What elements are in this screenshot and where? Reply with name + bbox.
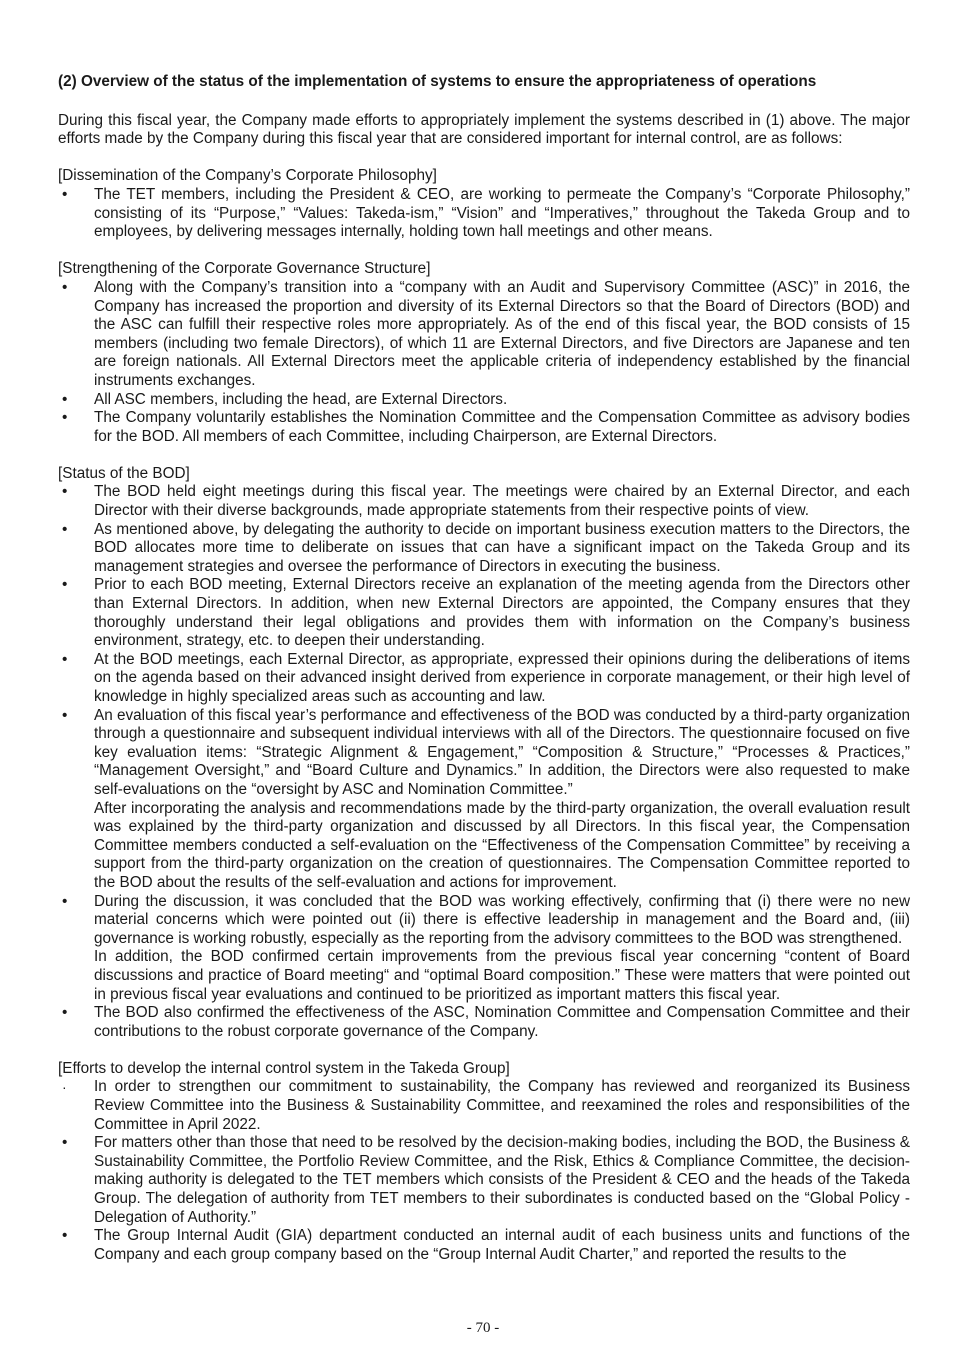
list-item-text: In addition, the BOD confirmed certain improvements from the previous fiscal year concerning “content of Board discussions and practice of Board meeting“ and “optimal Board composition.” These were matters that were pointed out in previous fiscal year evaluations and continued to be prioritized as important matters this fiscal year. (94, 948, 910, 1003)
list-item-text: For matters other than those that need to be resolved by the decision-making bodies, including the BOD, the Business & Sustainability Committee, the Portfolio Review Committee, and the Risk, Ethics & Compliance Committee, the decision-making authority is delegated to the TET members which consists of the President & CEO and the heads of the Takeda Group. The delegation of authority from TET members to their subordinates is conducted based on the “Global Policy - Delegation of Authority.” (94, 1134, 910, 1226)
list-item-body (94, 186, 910, 242)
list-item-text: The BOD held eight meetings during this fiscal year. The meetings were chaired by an External Director, and each Director with their diverse backgrounds, made appropriate statements from their respective points of view. (94, 483, 910, 520)
list-item-body (94, 651, 910, 707)
list-item-text: The TET members, including the President & CEO, are working to permeate the Company’s “Corporate Philosophy,” consisting of its “Purpose,” “Values: Takeda-ism,” “Vision” and “Imperatives,” throughout the Takeda Group and to employees, by delivering messages internally, holding town hall meetings and other means. (94, 185, 910, 241)
list-item-body (94, 483, 910, 520)
list-item-body (94, 279, 910, 391)
section-internal-control (58, 1060, 910, 1265)
list-item (58, 893, 910, 1005)
list-item-text: At the BOD meetings, each External Director, as appropriate, expressed their opinions during the deliberations of items on the agenda based on their advanced insight derived from experience in corporate management, or their high level of knowledge in highly specialized areas such as accounting and law. (94, 650, 910, 705)
list-item-body (94, 1134, 910, 1227)
list-item-text: Prior to each BOD meeting, External Directors receive an explanation of the meeting agenda from the Directors other than External Directors. In addition, when new External Directors are appointed, the Company ensures that they thoroughly understand their legal obligations and provides them with information on the Company’s business environment, strategy, etc. to deepen their understanding. (94, 576, 910, 650)
section-title: [Status of the BOD] (58, 464, 190, 482)
list-item (58, 521, 910, 577)
bullet-icon: • (62, 1227, 68, 1245)
list-item (58, 651, 910, 707)
bullet-icon: • (62, 576, 68, 594)
list-item (58, 186, 910, 242)
list-item-text: After incorporating the analysis and recommendations made by the third-party organization, the overall evaluation result was explained by the third-party organization and discussed by all Directors. In this fiscal year, the Compensation Committee members conducted a self-evaluation on the “Effectiveness of the Compensation Committee” by receiving a support from the third-party organization on the creation of questionnaires. The Compensation Committee reported to the BOD about the results of the self-evaluation and actions for improvement. (94, 799, 910, 891)
list-item-text: In order to strengthen our commitment to sustainability, the Company has reviewed and reorganized its Business Review Committee into the Business & Sustainability Committee, and reexamined the roles and responsibilities of the Committee in April 2022. (94, 1078, 910, 1133)
list-item-text: During the discussion, it was concluded that the BOD was working effectively, confirming that (i) there were no new material concerns which were pointed out (ii) there is effective leadership in management and the Board and, (iii) governance is working robustly, especially as the reporting from the advisory committees to the BOD was strengthened. (94, 892, 910, 947)
list-item-body (94, 1004, 910, 1041)
bullet-icon: • (62, 892, 68, 910)
bullet-icon: • (62, 706, 68, 724)
list-item (58, 483, 910, 520)
list-item-text: Along with the Company’s transition into a “company with an Audit and Supervisory Committee (ASC)” in 2016, the Company has increased the proportion and diversity of its External Directors so that the Board of Directors (BOD) and the ASC can fulfill their respective roles more appropriately. As of the end of this fiscal year, the BOD consists of 15 members (including two female Directors), of which 11 are External Directors, and five Directors are Japanese and ten are foreign nationals. All External Directors meet the applicable criteria of independency established by the financial instruments exchanges. (94, 278, 910, 389)
bullet-icon: • (62, 1134, 68, 1152)
list-item-text: As mentioned above, by delegating the authority to decide on important business execution matters to the Directors, the BOD allocates more time to deliberate on issues that can have a significant impact on the Takeda Group and its management strategies and oversee the performance of Directors in executing the business. (94, 520, 910, 575)
bullet-icon: • (62, 409, 68, 427)
section-dissemination (58, 167, 910, 241)
list-item-body (94, 707, 910, 893)
list-item-body (94, 1078, 910, 1134)
list-item-text: An evaluation of this fiscal year’s performance and effectiveness of the BOD was conducted by a third-party organization through a questionnaire and subsequent individual interviews with all of the Directors. The questionnaire focused on five key evaluation items: “Strategic Alignment & Engagement,” “Composition & Structure,” “Processes & Practices,” “Management Oversight,” and “Board Culture and Dynamics.” In addition, the Directors were also requested to make self-evaluations on the “oversight by ASC and Nomination Committee.” (94, 706, 910, 798)
bullet-icon: • (62, 185, 68, 203)
list-item (58, 707, 910, 893)
section-title: [Strengthening of the Corporate Governance Structure] (58, 260, 431, 278)
list-item-body (94, 1227, 910, 1264)
section-governance-structure (58, 260, 910, 446)
list-item (58, 1134, 910, 1227)
list-item-body (94, 893, 910, 1005)
bullet-icon: • (62, 278, 68, 296)
bullet-icon: • (62, 1004, 68, 1022)
page-number: - 70 - (466, 1320, 500, 1337)
list-item-body (94, 521, 910, 577)
list-item-text: The Company voluntarily establishes the Nomination Committee and the Compensation Committee as advisory bodies for the BOD. All members of each Committee, including Chairperson, are External Directors. (94, 409, 910, 445)
bullet-icon: • (62, 483, 68, 501)
page-heading: (2) Overview of the status of the implementation of systems to ensure the appropriateness of operations (58, 73, 817, 90)
section-title: [Dissemination of the Company’s Corporate Philosophy] (58, 167, 437, 185)
list-item (58, 409, 910, 446)
section-status-of-bod (58, 465, 910, 1041)
list-item-body (94, 409, 910, 446)
bullet-icon: • (62, 390, 68, 408)
intro-paragraph: During this fiscal year, the Company made efforts to appropriately implement the systems described in (1) above. The major efforts made by the Company during this fiscal year that are considered important for internal control, are as follows: (58, 111, 910, 148)
section-title: [Efforts to develop the internal control system in the Takeda Group] (58, 1059, 510, 1077)
list-item (58, 576, 910, 650)
list-item-text: All ASC members, including the head, are External Directors. (94, 390, 508, 408)
list-item (58, 1004, 910, 1041)
list-item-body (94, 576, 910, 650)
list-item-text: The BOD also confirmed the effectiveness of the ASC, Nomination Committee and Compensation Committee and their contributions to the robust corporate governance of the Company. (94, 1004, 910, 1040)
list-item (58, 391, 910, 410)
bullet-icon: · (62, 1079, 67, 1096)
list-item (58, 1078, 910, 1134)
list-item (58, 1227, 910, 1264)
bullet-icon: • (62, 650, 68, 668)
list-item (58, 279, 910, 391)
bullet-icon: • (62, 520, 68, 538)
list-item-text: The Group Internal Audit (GIA) department conducted an internal audit of each business units and functions of the Company and each group company based on the “Group Internal Audit Charter,” and reported the results to the (94, 1227, 910, 1263)
list-item-body (94, 391, 910, 410)
